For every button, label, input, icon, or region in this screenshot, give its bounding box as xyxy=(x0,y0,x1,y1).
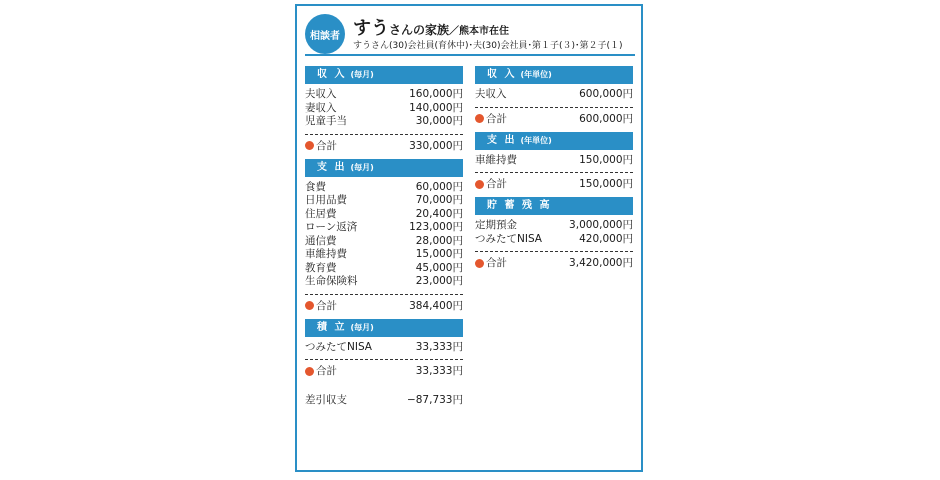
item-label: 妻収入 xyxy=(305,101,337,114)
section-unit: (毎月) xyxy=(350,70,374,79)
list-item xyxy=(475,154,633,168)
item-label: 日用品費 xyxy=(305,194,347,206)
expense-monthly-header xyxy=(305,159,463,177)
income-yearly-header xyxy=(475,66,633,84)
total-value: 33,333円 xyxy=(415,365,463,377)
item-value: 600,000円 xyxy=(579,88,633,100)
expense-yearly-header xyxy=(475,132,633,150)
family-title xyxy=(353,14,509,40)
section-title: 貯 蓄 残 高 xyxy=(487,200,552,211)
item-label: 夫収入 xyxy=(305,88,337,100)
item-label: 車維持費 xyxy=(475,153,517,166)
list-item xyxy=(305,248,463,262)
header-divider xyxy=(305,54,635,56)
item-value: 150,000円 xyxy=(579,153,633,166)
item-value: 45,000円 xyxy=(415,261,463,274)
total-label: 合計 xyxy=(486,178,507,190)
total-value: 384,400円 xyxy=(409,299,463,312)
item-label: 生命保険料 xyxy=(305,275,358,287)
balance-row xyxy=(305,394,463,408)
item-label: つみたてNISA xyxy=(305,340,372,353)
total-row xyxy=(305,364,463,378)
item-value: 15,000円 xyxy=(415,248,463,260)
total-value: 150,000円 xyxy=(579,178,633,190)
list-item xyxy=(305,221,463,235)
list-item xyxy=(305,88,463,102)
household-budget-card xyxy=(295,4,643,472)
dashed-divider xyxy=(475,251,633,252)
dashed-divider xyxy=(305,134,463,135)
item-label: 児童手当 xyxy=(305,115,347,127)
dashed-divider xyxy=(475,172,633,173)
section-unit: (年単位) xyxy=(520,70,552,79)
section-unit: (毎月) xyxy=(350,322,374,332)
item-value: 3,000,000円 xyxy=(569,219,633,231)
item-value: 33,333円 xyxy=(415,340,463,353)
item-value: 23,000円 xyxy=(415,275,463,287)
total-value: 330,000円 xyxy=(409,139,463,152)
total-row xyxy=(475,112,633,126)
list-item xyxy=(305,341,463,355)
item-label: 車維持費 xyxy=(305,248,347,260)
total-value: 600,000円 xyxy=(579,112,633,125)
total-label: 合計 xyxy=(486,257,507,269)
list-item xyxy=(305,102,463,116)
dashed-divider xyxy=(305,359,463,360)
list-item xyxy=(305,208,463,222)
item-label: ローン返済 xyxy=(305,221,358,233)
balance-label: 差引収支 xyxy=(305,394,347,406)
family-name-suffix: さんの家族 xyxy=(389,23,450,37)
item-label: 夫収入 xyxy=(475,88,507,100)
dashed-divider xyxy=(475,107,633,108)
right-column xyxy=(475,66,633,276)
list-item xyxy=(305,262,463,276)
total-row xyxy=(305,299,463,313)
item-value: 20,400円 xyxy=(415,207,463,220)
item-value: 420,000円 xyxy=(579,232,633,245)
list-item xyxy=(305,181,463,195)
bullet-icon xyxy=(475,114,484,123)
item-value: 28,000円 xyxy=(415,234,463,247)
bullet-icon xyxy=(305,301,314,310)
savings-monthly-header xyxy=(305,319,463,337)
item-label: 定期預金 xyxy=(475,219,517,231)
income-monthly-header xyxy=(305,66,463,84)
assets-header xyxy=(475,197,633,215)
list-item xyxy=(475,219,633,233)
list-item xyxy=(305,275,463,289)
consultant-badge: 相談者 xyxy=(305,14,345,54)
item-label: 住居費 xyxy=(305,207,337,220)
total-row xyxy=(475,256,633,270)
left-column xyxy=(305,66,463,408)
item-value: 70,000円 xyxy=(415,194,463,206)
total-label: 合計 xyxy=(316,365,337,377)
balance-value: −87,733円 xyxy=(406,394,463,406)
bullet-icon xyxy=(305,367,314,376)
bullet-icon xyxy=(475,180,484,189)
total-label: 合計 xyxy=(316,139,337,152)
bullet-icon xyxy=(305,141,314,150)
section-title: 積 立 xyxy=(317,321,347,333)
section-unit: (毎月) xyxy=(350,162,374,172)
list-item xyxy=(305,115,463,129)
section-title: 支 出 xyxy=(317,161,347,173)
item-label: 食費 xyxy=(305,180,326,193)
list-item xyxy=(475,233,633,247)
list-item xyxy=(475,88,633,102)
section-title: 支 出 xyxy=(487,134,517,146)
item-label: 通信費 xyxy=(305,234,337,247)
list-item xyxy=(305,194,463,208)
total-row xyxy=(305,139,463,153)
section-unit: (年単位) xyxy=(520,135,552,145)
item-label: つみたてNISA xyxy=(475,232,542,245)
total-value: 3,420,000円 xyxy=(569,257,633,269)
item-value: 140,000円 xyxy=(409,101,463,114)
family-location: ／熊本市在住 xyxy=(449,26,510,37)
total-label: 合計 xyxy=(316,299,337,312)
section-title: 収 入 xyxy=(317,69,347,80)
family-name: すう xyxy=(353,18,389,39)
item-value: 160,000円 xyxy=(409,88,463,100)
item-label: 教育費 xyxy=(305,261,337,274)
bullet-icon xyxy=(475,259,484,268)
dashed-divider xyxy=(305,294,463,295)
total-label: 合計 xyxy=(486,112,507,125)
total-row xyxy=(475,177,633,191)
item-value: 30,000円 xyxy=(415,115,463,127)
family-members: すうさん(30)会社員(育休中)･夫(30)会社員･第１子(３)･第２子(１) xyxy=(353,41,623,51)
section-title: 収 入 xyxy=(487,69,517,80)
list-item xyxy=(305,235,463,249)
item-value: 123,000円 xyxy=(409,221,463,233)
item-value: 60,000円 xyxy=(415,180,463,193)
